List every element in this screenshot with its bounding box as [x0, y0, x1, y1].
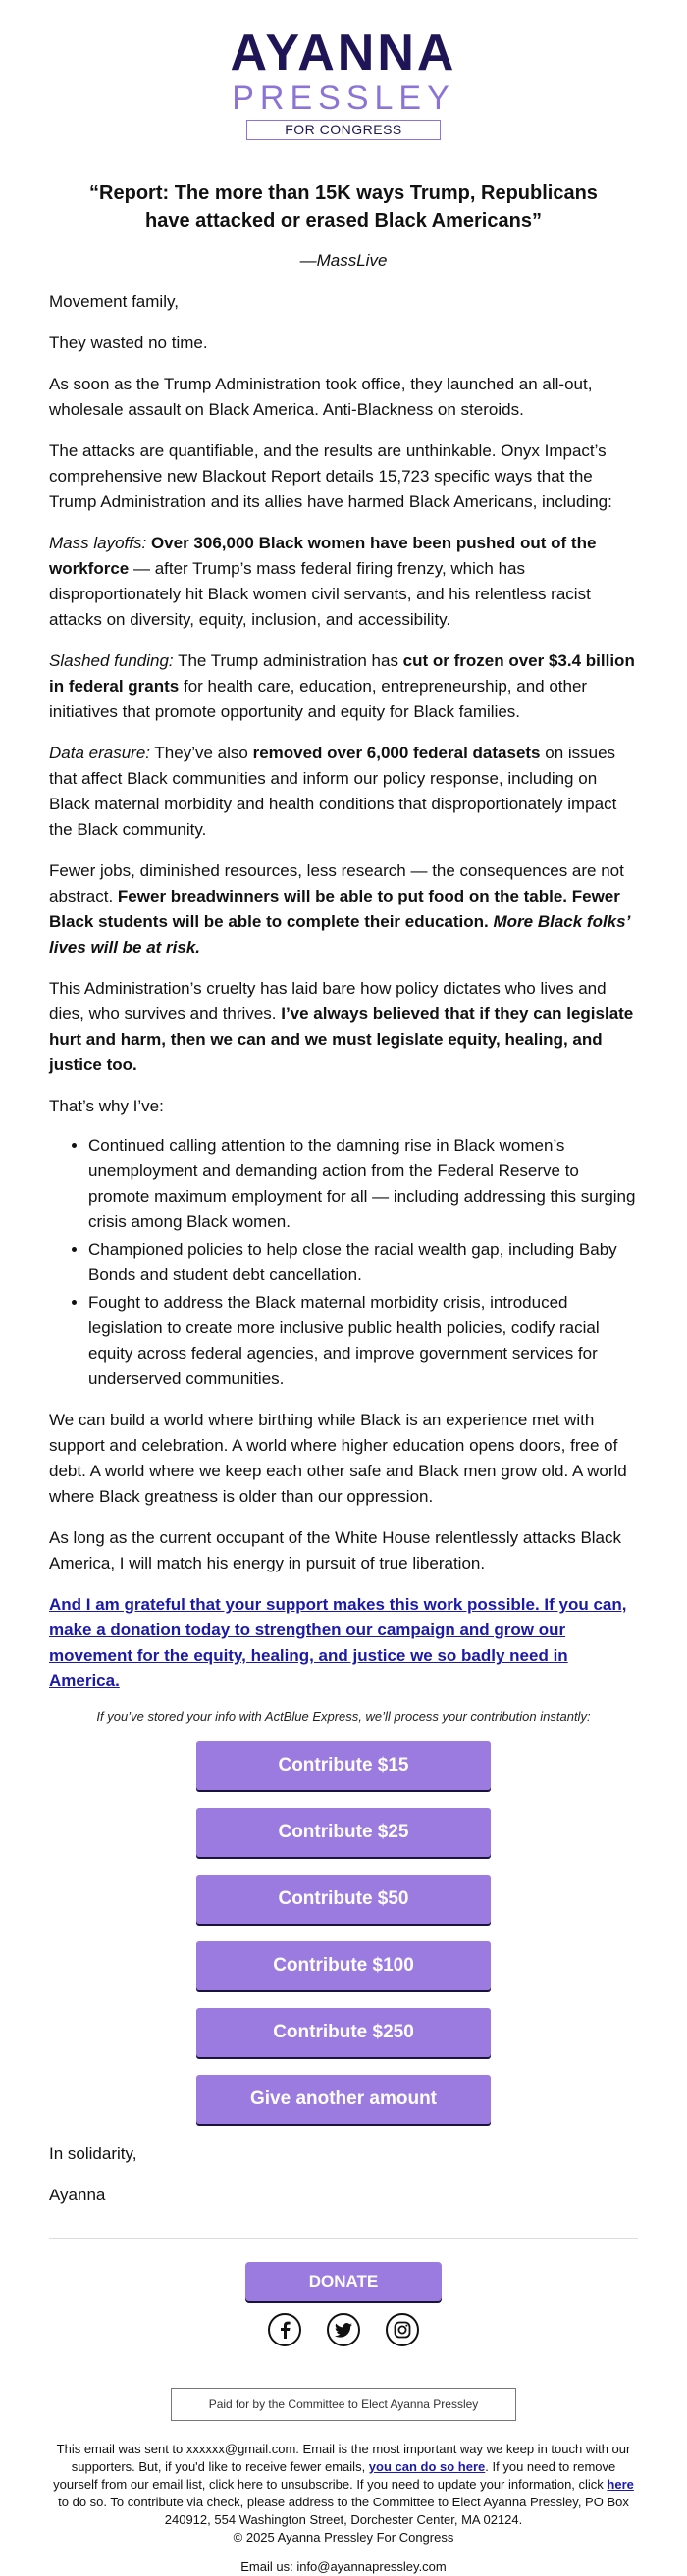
contribute-100-button[interactable]: Contribute $100 [196, 1941, 491, 1990]
cruelty-pre: This Administration’s cruelty has laid bare how policy dictates who lives and dies, who survives and thrives. [49, 979, 607, 1023]
update-info-link[interactable]: here [607, 2477, 634, 2492]
actblue-note: If you’ve stored your info with ActBlue Express, we’ll process your contribution instantly: [96, 1709, 591, 1724]
paid-for-disclaimer: Paid for by the Committee to Elect Ayanna Pressley [171, 2388, 516, 2421]
footer-text-1: This email was sent to xxxxxx@gmail.com. Email is the most important way we keep in touch with our supporters. But, if you'd like to receive fewer emails, [56, 2442, 631, 2474]
paragraph-thats-why: That’s why I’ve: [49, 1097, 164, 1115]
funding-bold: cut or frozen over $3.4 billion in federal grants [49, 651, 635, 696]
layoffs-label: Mass layoffs: [49, 534, 147, 552]
paragraph-3: The attacks are quantifiable, and the results are unthinkable. Onyx Impact’s comprehensive new Blackout Report details 15,723 specific ways that the Trump Administration and its allies have harmed Black Americans, including: [49, 441, 612, 511]
copyright: © 2025 Ayanna Pressley For Congress [233, 2530, 454, 2545]
contact-email[interactable]: Email us: info@ayannapressley.com [240, 2559, 447, 2574]
funding-text: for health care, education, entrepreneurship, and other initiatives that promote opportunity and equity for Black families. [49, 677, 588, 721]
paragraph-data [49, 741, 638, 843]
greeting: Movement family, [49, 292, 179, 311]
paragraph-world: We can build a world where birthing while Black is an experience met with support and celebration. A world where higher education opens doors, free of debt. A world where we keep each other safe and Black men grow old. A world where Black greatness is older than our oppression. [49, 1411, 627, 1506]
accomplishments-list [49, 1133, 638, 1392]
data-text: on issues that affect Black communities and inform our policy response, including on Black maternal morbidity and health conditions that disproportionately impact the Black community. [49, 744, 617, 839]
footer-divider [49, 2238, 638, 2239]
headline-source: —MassLive [299, 251, 388, 270]
footer-text-3: to do so. To contribute via check, please address to the Committee to Elect Ayanna Pressley, PO Box 240912, 554 Washington Street, Dorchester Center, MA 02124. [58, 2495, 629, 2527]
twitter-icon[interactable] [327, 2313, 360, 2346]
logo-name-top: AYANNA [230, 25, 457, 81]
cruelty-bold: I’ve always believed that if they can legislate hurt and harm, then we can and we must legislate equity, healing, and justice too. [49, 1005, 634, 1074]
contribute-15-button[interactable]: Contribute $15 [196, 1741, 491, 1790]
campaign-logo [0, 0, 687, 142]
paragraph-consequences [49, 858, 638, 960]
paragraph-layoffs [49, 531, 638, 633]
donation-cta-link[interactable]: And I am grateful that your support makes this work possible. If you can, make a donation today to strengthen our campaign and grow our movement for the equity, healing, and justice we so badly need in America. [49, 1595, 627, 1690]
donate-button[interactable]: DONATE [245, 2262, 442, 2301]
consequences-bold: Fewer breadwinners will be able to put food on the table. Fewer Black students will be able to complete their education. [49, 887, 620, 931]
donation-cta[interactable] [49, 1592, 638, 1694]
signature: Ayanna [49, 2186, 106, 2204]
contribution-buttons [49, 1741, 638, 2124]
data-pre: They’ve also [150, 744, 253, 762]
facebook-icon[interactable] [268, 2313, 301, 2346]
funding-label: Slashed funding: [49, 651, 174, 670]
paragraph-2: As soon as the Trump Administration took office, they launched an all-out, wholesale assault on Black America. Anti-Blackness on steroids. [49, 375, 593, 419]
data-label: Data erasure: [49, 744, 150, 762]
paragraph-funding [49, 648, 638, 725]
logo-name-bottom: PRESSLEY [232, 79, 455, 117]
footer [49, 2441, 638, 2576]
paragraph-liberation: As long as the current occupant of the White House relentlessly attacks Black America, I will match his energy in pursuit of true liberation. [49, 1528, 622, 1572]
contribute-25-button[interactable]: Contribute $25 [196, 1808, 491, 1857]
consequences-pre: Fewer jobs, diminished resources, less research — the consequences are not abstract. [49, 861, 624, 905]
paragraph-cruelty [49, 976, 638, 1078]
logo-tagline: FOR CONGRESS [246, 120, 441, 140]
data-bold: removed over 6,000 federal datasets [252, 744, 541, 762]
list-item: • Fought to address the Black maternal morbidity crisis, introduced legislation to create more inclusive public health policies, codify racial equity across federal agencies, and improve government services for underserved communities. [88, 1290, 638, 1392]
headline: “Report: The more than 15K ways Trump, Republicans have attacked or erased Black Americans” [89, 182, 598, 232]
layoffs-bold: Over 306,000 Black women have been pushed out of the workforce [49, 534, 597, 578]
footer-text-2: . If you need to remove yourself from our email list, click here to unsubscribe. If you need to update your information, click [53, 2459, 616, 2492]
contribute-50-button[interactable]: Contribute $50 [196, 1875, 491, 1924]
social-links [0, 2313, 687, 2346]
footer-text [49, 2441, 638, 2529]
consequences-bold-italic: More Black folks’ lives will be at risk. [49, 912, 630, 956]
funding-pre: The Trump administration has [173, 651, 403, 670]
give-another-amount-button[interactable]: Give another amount [196, 2075, 491, 2124]
list-item: • Continued calling attention to the damning rise in Black women’s unemployment and demanding action from the Federal Reserve to promote maximum employment for all — including addressing this surging crisis among Black women. [88, 1133, 638, 1235]
email-body [0, 289, 687, 2208]
instagram-icon[interactable] [386, 2313, 419, 2346]
contribute-250-button[interactable]: Contribute $250 [196, 2008, 491, 2057]
fewer-emails-link[interactable]: you can do so here [368, 2459, 486, 2474]
closing: In solidarity, [49, 2144, 137, 2163]
list-item: • Championed policies to help close the racial wealth gap, including Baby Bonds and student debt cancellation. [88, 1237, 638, 1288]
paragraph-1: They wasted no time. [49, 334, 208, 352]
layoffs-text: — after Trump’s mass federal firing frenzy, which has disproportionately hit Black women civil servants, and his relentless racist attacks on diversity, equity, inclusion, and accessibility. [49, 559, 591, 629]
